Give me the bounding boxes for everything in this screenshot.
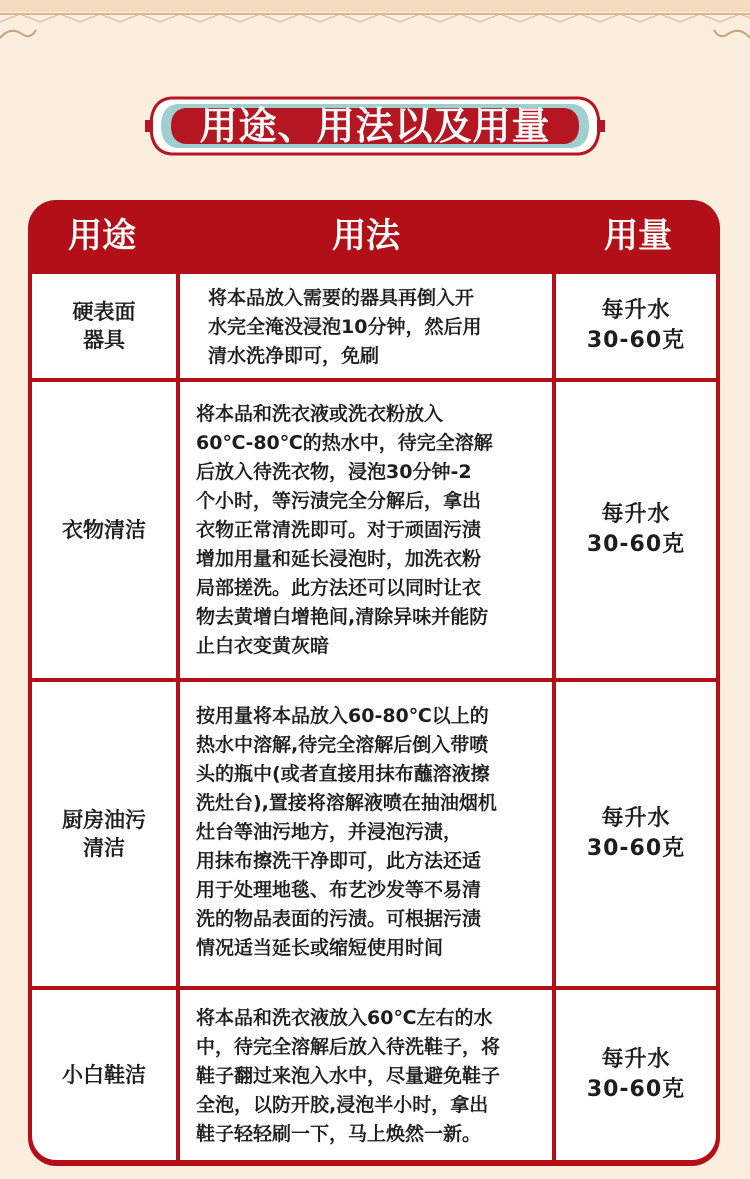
usage-table [28,200,720,1166]
header-amount: 用量 [604,216,672,256]
row-2-amount [556,382,716,678]
row-4-method: 将本品和洗衣液放入60℃左右的水 中，待完全溶解后放入待洗鞋子，将 鞋子翻过来泡入水中，尽量避免鞋子 全泡，以防开胶,浸泡半小时，拿出 鞋子轻轻刷一下，马上焕然一新。 [180,990,552,1160]
row-4-amount-line2: 30-60克 [586,1077,686,1102]
row-3-amount-line1: 每升水 [601,806,671,831]
row-2-method: 将本品和洗衣液或洗衣粉放入 60℃-80℃的热水中，待完全溶解 后放入待洗衣物，浸泡30分钟-2 个小时，等污渍完全分解后，拿出 衣物正常清洗即可。对于顽固污渍 增加用量和延长浸泡时，加洗衣粉 局部搓洗。此方法还可以同时让衣 物去黄增白增艳间,清除异味并能防 止白衣变黄灰暗 [180,382,552,678]
page-title: 用途、用法以及用量 [199,104,551,148]
row-3-use: 厨房油污 清洁 [32,682,176,986]
row-1-amount-line2: 30-60克 [586,328,686,353]
header-use: 用途 [68,216,136,256]
row-4-amount-line1: 每升水 [601,1047,671,1072]
row-1-use: 硬表面 器具 [32,274,176,378]
row-4-use: 小白鞋洁 [32,990,176,1160]
row-2-amount-line1: 每升水 [601,502,671,527]
row-3-amount [556,682,716,986]
row-1-method: 将本品放入需要的器具再倒入开 水完全淹没浸泡10分钟，然后用 清水洗净即可，免刷 [180,274,552,378]
row-3-method: 按用量将本品放入60-80℃以上的 热水中溶解,待完全溶解后倒入带喷 头的瓶中(或者直接用抹布蘸溶液擦 洗灶台),置接将溶解液喷在抽油烟机 灶台等油污地方，并浸泡污渍， 用抹布擦洗干净即可，此方法还适 用于处理地毯、布艺沙发等不易清 洗的物品表面的污渍。可根据污渍 情况适当延长或缩短使用时间 [180,682,552,986]
row-1-amount-line1: 每升水 [601,298,671,323]
decorative-top-border [0,0,750,44]
header-method: 用法 [332,216,400,256]
row-2-amount-line2: 30-60克 [586,532,686,557]
row-2-use: 衣物清洁 [32,382,176,678]
row-3-amount-line2: 30-60克 [586,836,686,861]
row-1-amount [556,274,716,378]
title-banner [145,86,605,166]
row-4-amount [556,990,716,1160]
